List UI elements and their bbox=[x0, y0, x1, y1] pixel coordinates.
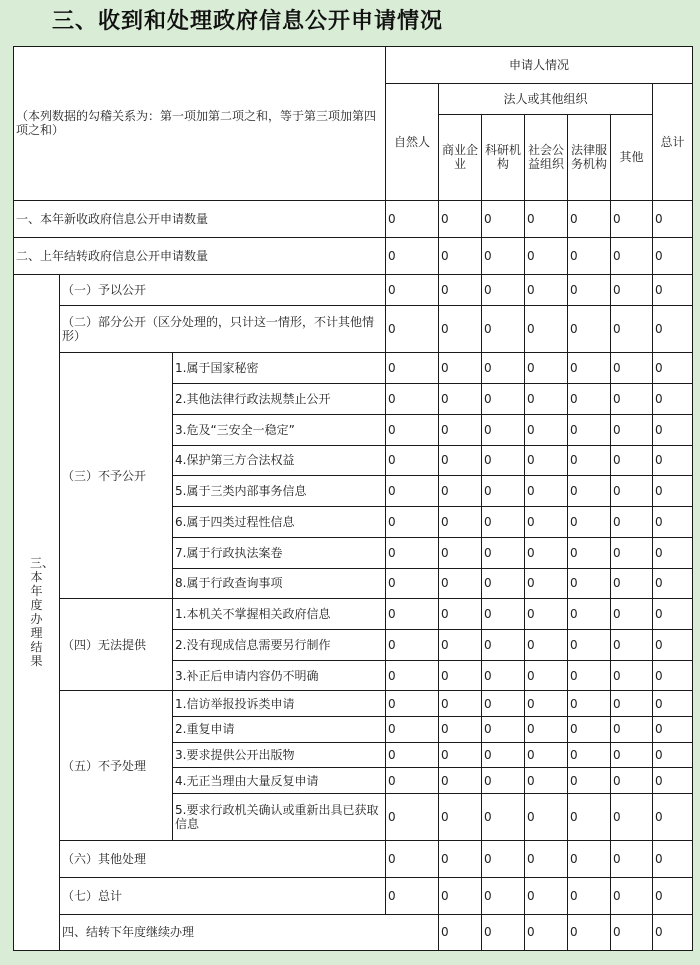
value-cell: 0 bbox=[653, 841, 693, 878]
value-cell: 0 bbox=[482, 200, 525, 237]
value-cell: 0 bbox=[653, 306, 693, 353]
value-cell: 0 bbox=[439, 793, 482, 840]
value-cell: 0 bbox=[568, 630, 611, 661]
value-cell: 0 bbox=[525, 353, 568, 384]
value-cell: 0 bbox=[568, 914, 611, 950]
value-cell: 0 bbox=[525, 445, 568, 476]
value-cell: 0 bbox=[525, 841, 568, 878]
value-cell: 0 bbox=[653, 599, 693, 630]
value-cell: 0 bbox=[611, 476, 653, 507]
value-cell: 0 bbox=[653, 877, 693, 914]
value-cell: 0 bbox=[386, 841, 439, 878]
value-cell: 0 bbox=[439, 568, 482, 599]
value-cell: 0 bbox=[482, 274, 525, 306]
sub-row-label: 4.保护第三方合法权益 bbox=[173, 445, 386, 476]
value-cell: 0 bbox=[611, 507, 653, 538]
value-cell: 0 bbox=[653, 384, 693, 415]
value-cell: 0 bbox=[439, 914, 482, 950]
value-cell: 0 bbox=[568, 384, 611, 415]
row-label-disclosed: （一）予以公开 bbox=[60, 274, 386, 306]
value-cell: 0 bbox=[482, 414, 525, 445]
value-cell: 0 bbox=[482, 445, 525, 476]
value-cell: 0 bbox=[525, 384, 568, 415]
value-cell: 0 bbox=[653, 476, 693, 507]
sub-row-label: 3.要求提供公开出版物 bbox=[173, 742, 386, 768]
value-cell: 0 bbox=[611, 274, 653, 306]
value-cell: 0 bbox=[439, 841, 482, 878]
value-cell: 0 bbox=[386, 793, 439, 840]
value-cell: 0 bbox=[439, 237, 482, 274]
value-cell: 0 bbox=[568, 445, 611, 476]
page-title: 三、收到和处理政府信息公开申请情况 bbox=[52, 9, 444, 34]
sub-row-label: 2.重复申请 bbox=[173, 717, 386, 743]
value-cell: 0 bbox=[386, 384, 439, 415]
value-cell: 0 bbox=[439, 742, 482, 768]
value-cell: 0 bbox=[525, 717, 568, 743]
value-cell: 0 bbox=[386, 507, 439, 538]
value-cell: 0 bbox=[653, 353, 693, 384]
header-commercial: 商业企业 bbox=[439, 114, 482, 200]
value-cell: 0 bbox=[439, 691, 482, 717]
value-cell: 0 bbox=[386, 877, 439, 914]
value-cell: 0 bbox=[386, 630, 439, 661]
value-cell: 0 bbox=[568, 568, 611, 599]
value-cell: 0 bbox=[611, 568, 653, 599]
value-cell: 0 bbox=[482, 507, 525, 538]
value-cell: 0 bbox=[653, 507, 693, 538]
value-cell: 0 bbox=[611, 630, 653, 661]
value-cell: 0 bbox=[439, 445, 482, 476]
value-cell: 0 bbox=[482, 476, 525, 507]
value-cell: 0 bbox=[568, 742, 611, 768]
sub-row-label: 1.信访举报投诉类申请 bbox=[173, 691, 386, 717]
value-cell: 0 bbox=[525, 274, 568, 306]
value-cell: 0 bbox=[611, 793, 653, 840]
value-cell: 0 bbox=[482, 237, 525, 274]
value-cell: 0 bbox=[568, 537, 611, 568]
value-cell: 0 bbox=[611, 841, 653, 878]
value-cell: 0 bbox=[611, 537, 653, 568]
value-cell: 0 bbox=[653, 717, 693, 743]
value-cell: 0 bbox=[525, 742, 568, 768]
value-cell: 0 bbox=[482, 691, 525, 717]
value-cell: 0 bbox=[525, 599, 568, 630]
value-cell: 0 bbox=[611, 306, 653, 353]
value-cell: 0 bbox=[439, 599, 482, 630]
value-cell: 0 bbox=[568, 353, 611, 384]
value-cell: 0 bbox=[482, 306, 525, 353]
value-cell: 0 bbox=[482, 877, 525, 914]
value-cell: 0 bbox=[653, 660, 693, 691]
value-cell: 0 bbox=[482, 599, 525, 630]
header-research: 科研机构 bbox=[482, 114, 525, 200]
sub-row-label: 2.没有现成信息需要另行制作 bbox=[173, 630, 386, 661]
value-cell: 0 bbox=[482, 568, 525, 599]
value-cell: 0 bbox=[386, 200, 439, 237]
header-other: 其他 bbox=[611, 114, 653, 200]
value-cell: 0 bbox=[568, 599, 611, 630]
value-cell: 0 bbox=[386, 237, 439, 274]
value-cell: 0 bbox=[439, 200, 482, 237]
value-cell: 0 bbox=[386, 742, 439, 768]
value-cell: 0 bbox=[653, 793, 693, 840]
value-cell: 0 bbox=[611, 742, 653, 768]
header-applicant-situation: 申请人情况 bbox=[386, 47, 693, 84]
value-cell: 0 bbox=[525, 793, 568, 840]
value-cell: 0 bbox=[386, 274, 439, 306]
value-cell: 0 bbox=[386, 691, 439, 717]
value-cell: 0 bbox=[386, 476, 439, 507]
value-cell: 0 bbox=[568, 200, 611, 237]
sub-row-label: 4.无正当理由大量反复申请 bbox=[173, 768, 386, 794]
value-cell: 0 bbox=[653, 630, 693, 661]
row-label-new-applications: 一、本年新收政府信息公开申请数量 bbox=[14, 200, 386, 237]
value-cell: 0 bbox=[386, 353, 439, 384]
value-cell: 0 bbox=[439, 384, 482, 415]
value-cell: 0 bbox=[653, 537, 693, 568]
value-cell: 0 bbox=[482, 914, 525, 950]
value-cell: 0 bbox=[568, 414, 611, 445]
row-label-handling-results: 三、本年度办理结果 bbox=[14, 274, 60, 951]
value-cell: 0 bbox=[568, 768, 611, 794]
value-cell: 0 bbox=[439, 717, 482, 743]
value-cell: 0 bbox=[611, 914, 653, 950]
row-label-other-handling: （六）其他处理 bbox=[60, 841, 386, 878]
value-cell: 0 bbox=[525, 507, 568, 538]
value-cell: 0 bbox=[525, 768, 568, 794]
row-label-not-processed: （五）不予处理 bbox=[60, 691, 173, 841]
value-cell: 0 bbox=[439, 537, 482, 568]
value-cell: 0 bbox=[611, 660, 653, 691]
value-cell: 0 bbox=[386, 306, 439, 353]
value-cell: 0 bbox=[611, 599, 653, 630]
sub-row-label: 3.补正后申请内容仍不明确 bbox=[173, 660, 386, 691]
value-cell: 0 bbox=[568, 691, 611, 717]
value-cell: 0 bbox=[525, 476, 568, 507]
value-cell: 0 bbox=[611, 877, 653, 914]
value-cell: 0 bbox=[568, 274, 611, 306]
formula-note: （本列数据的勾稽关系为：第一项加第二项之和，等于第三项加第四项之和） bbox=[14, 47, 386, 201]
sub-row-label: 5.要求行政机关确认或重新出具已获取信息 bbox=[173, 793, 386, 840]
value-cell: 0 bbox=[482, 717, 525, 743]
value-cell: 0 bbox=[525, 537, 568, 568]
row-label-unable-to-provide: （四）无法提供 bbox=[60, 599, 173, 691]
header-social: 社会公益组织 bbox=[525, 114, 568, 200]
value-cell: 0 bbox=[611, 691, 653, 717]
value-cell: 0 bbox=[439, 660, 482, 691]
value-cell: 0 bbox=[482, 537, 525, 568]
value-cell: 0 bbox=[482, 660, 525, 691]
value-cell: 0 bbox=[525, 660, 568, 691]
header-legal-service: 法律服务机构 bbox=[568, 114, 611, 200]
value-cell: 0 bbox=[525, 200, 568, 237]
value-cell: 0 bbox=[568, 306, 611, 353]
sub-row-label: 8.属于行政查询事项 bbox=[173, 568, 386, 599]
value-cell: 0 bbox=[611, 200, 653, 237]
value-cell: 0 bbox=[611, 384, 653, 415]
value-cell: 0 bbox=[568, 717, 611, 743]
value-cell: 0 bbox=[525, 237, 568, 274]
value-cell: 0 bbox=[439, 414, 482, 445]
value-cell: 0 bbox=[386, 537, 439, 568]
value-cell: 0 bbox=[568, 793, 611, 840]
value-cell: 0 bbox=[653, 445, 693, 476]
value-cell: 0 bbox=[482, 841, 525, 878]
row-label-carried-over: 二、上年结转政府信息公开申请数量 bbox=[14, 237, 386, 274]
value-cell: 0 bbox=[611, 237, 653, 274]
value-cell: 0 bbox=[525, 306, 568, 353]
sub-row-label: 2.其他法律行政法规禁止公开 bbox=[173, 384, 386, 415]
value-cell: 0 bbox=[439, 630, 482, 661]
value-cell: 0 bbox=[439, 877, 482, 914]
value-cell: 0 bbox=[653, 237, 693, 274]
value-cell: 0 bbox=[653, 414, 693, 445]
value-cell: 0 bbox=[653, 568, 693, 599]
value-cell: 0 bbox=[611, 414, 653, 445]
value-cell: 0 bbox=[439, 353, 482, 384]
value-cell: 0 bbox=[568, 660, 611, 691]
row-label-carry-forward: 四、结转下年度继续办理 bbox=[60, 914, 439, 950]
value-cell: 0 bbox=[439, 768, 482, 794]
value-cell: 0 bbox=[439, 306, 482, 353]
value-cell: 0 bbox=[482, 384, 525, 415]
value-cell: 0 bbox=[482, 768, 525, 794]
value-cell: 0 bbox=[611, 445, 653, 476]
value-cell: 0 bbox=[439, 476, 482, 507]
disclosure-table bbox=[13, 46, 693, 951]
value-cell: 0 bbox=[439, 274, 482, 306]
sub-row-label: 1.属于国家秘密 bbox=[173, 353, 386, 384]
row-label-partially-disclosed: （二）部分公开（区分处理的，只计这一情形，不计其他情形） bbox=[60, 306, 386, 353]
value-cell: 0 bbox=[386, 568, 439, 599]
value-cell: 0 bbox=[525, 414, 568, 445]
sub-row-label: 5.属于三类内部事务信息 bbox=[173, 476, 386, 507]
value-cell: 0 bbox=[386, 599, 439, 630]
value-cell: 0 bbox=[525, 877, 568, 914]
sub-row-label: 3.危及“三安全一稳定” bbox=[173, 414, 386, 445]
header-legal-org: 法人或其他组织 bbox=[439, 83, 653, 114]
header-total: 总计 bbox=[653, 83, 693, 200]
value-cell: 0 bbox=[653, 691, 693, 717]
value-cell: 0 bbox=[482, 742, 525, 768]
value-cell: 0 bbox=[653, 914, 693, 950]
sub-row-label: 7.属于行政执法案卷 bbox=[173, 537, 386, 568]
value-cell: 0 bbox=[568, 476, 611, 507]
value-cell: 0 bbox=[525, 568, 568, 599]
value-cell: 0 bbox=[386, 414, 439, 445]
value-cell: 0 bbox=[525, 630, 568, 661]
value-cell: 0 bbox=[653, 274, 693, 306]
value-cell: 0 bbox=[568, 841, 611, 878]
value-cell: 0 bbox=[525, 914, 568, 950]
value-cell: 0 bbox=[386, 445, 439, 476]
sub-row-label: 6.属于四类过程性信息 bbox=[173, 507, 386, 538]
value-cell: 0 bbox=[568, 877, 611, 914]
value-cell: 0 bbox=[611, 717, 653, 743]
value-cell: 0 bbox=[525, 691, 568, 717]
value-cell: 0 bbox=[568, 507, 611, 538]
value-cell: 0 bbox=[439, 507, 482, 538]
value-cell: 0 bbox=[482, 793, 525, 840]
sub-row-label: 1.本机关不掌握相关政府信息 bbox=[173, 599, 386, 630]
value-cell: 0 bbox=[653, 742, 693, 768]
value-cell: 0 bbox=[653, 200, 693, 237]
value-cell: 0 bbox=[611, 768, 653, 794]
value-cell: 0 bbox=[386, 768, 439, 794]
value-cell: 0 bbox=[568, 237, 611, 274]
value-cell: 0 bbox=[611, 353, 653, 384]
value-cell: 0 bbox=[386, 717, 439, 743]
value-cell: 0 bbox=[653, 768, 693, 794]
row-label-not-disclosed: （三）不予公开 bbox=[60, 353, 173, 599]
header-natural-person: 自然人 bbox=[386, 83, 439, 200]
value-cell: 0 bbox=[482, 630, 525, 661]
value-cell: 0 bbox=[482, 353, 525, 384]
row-label-subtotal: （七）总计 bbox=[60, 877, 386, 914]
value-cell: 0 bbox=[386, 660, 439, 691]
